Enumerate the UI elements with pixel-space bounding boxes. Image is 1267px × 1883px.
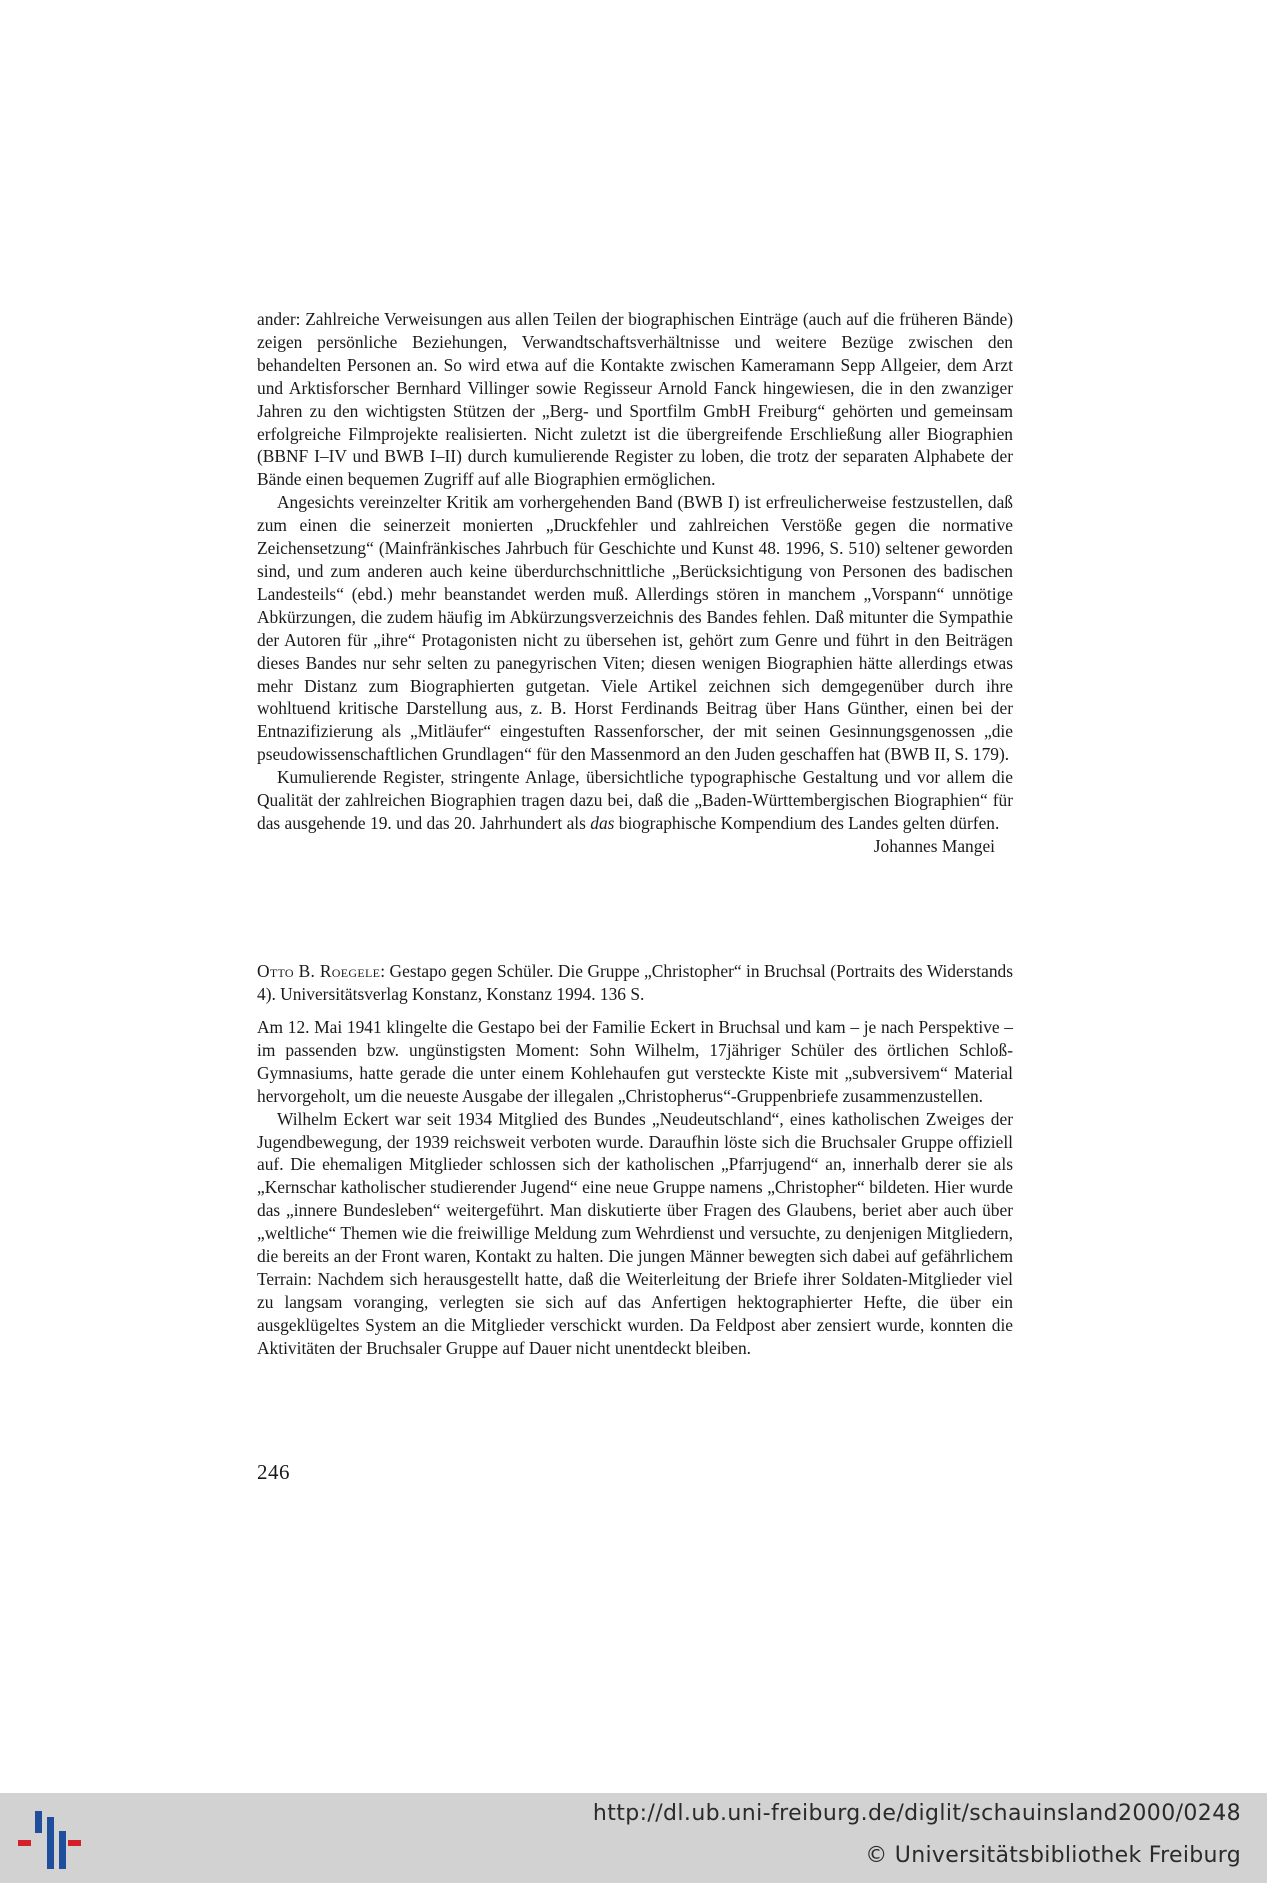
review-gestapo-gegen-schueler (257, 1016, 1013, 1360)
conclusion-text-end: biographische Kompendium des Landes gelten dürfen. (614, 812, 1000, 833)
emphasis: das (590, 812, 615, 833)
paragraph: ander: Zahlreiche Verweisungen aus allen Teilen der biographischen Einträge (auch auf die früheren Bände) zeigen persönliche Beziehungen, Verwandtschaftsverhältnisse und weitere Bezüge zwischen den behandelten Personen an. So wird etwa auf die Kontakte zwischen Kameramann Sepp Allgeier, dem Arzt und Arktisforscher Bernhard Villinger sowie Regisseur Arnold Fanck hingewiesen, die in den zwanziger Jahren zu den wichtigsten Stützen der „Berg- und Sportfilm GmbH Freiburg“ gehörten und gemeinsam erfolgreiche Filmprojekte realisierten. Nicht zuletzt ist die übergreifende Erschließung aller Biographien (BBNF I–IV und BWB I–II) durch kumulierende Register zu loben, die trotz der separaten Alphabete der Bände einen bequemen Zugriff auf alle Biographien ermöglichen. (257, 309, 1013, 490)
review-bibliographic-header (257, 960, 1013, 1006)
paragraph: Wilhelm Eckert war seit 1934 Mitglied des Bundes „Neudeutschland“, eines katholischen Zweiges der Jugendbewegung, der 1939 reichsweit verboten wurde. Daraufhin löste sich die Bruchsaler Gruppe offiziell auf. Die ehemaligen Mitglieder schlossen sich der katholischen „Pfarrjugend“ an, innerhalb derer sie als „Kernschar katholischer studierender Jugend“ eine neue Gruppe namens „Christopher“ bildeten. Hier wurde das „innere Bundesleben“ weitergeführt. Man diskutierte über Fragen des Glaubens, beriet aber auch über „weltliche“ Themen wie die freiwillige Meldung zum Wehrdienst und versuchte, zu denjenigen Mitgliedern, die bereits an der Front waren, Kontakt zu halten. Die jungen Männer bewegten sich dabei auf gefährlichem Terrain: Nachdem sich herausgestellt hatte, daß die Weiterleitung der Briefe ihrer Soldaten-Mitglieder viel zu langsam voranging, verlegten sie sich auf das Anfertigen hektographierter Hefte, die über ein ausgeklügeltes System an die Mitglieder verschickt wurden. Da Feldpost aber zensiert wurde, konnten die Aktivitäten der Bruchsaler Gruppe auf Dauer nicht unentdeckt bleiben. (257, 1108, 1013, 1358)
book-author: Otto B. Roegele (257, 961, 381, 981)
review-johannes-mangei (257, 308, 1013, 858)
paragraph: Angesichts vereinzelter Kritik am vorhergehenden Band (BWB I) ist erfreulicherweise festzustellen, daß zum einen die seinerzeit monierten „Druckfehler und zahlreichen Verstöße gegen die normative Zeichensetzung“ (Mainfränkisches Jahrbuch für Geschichte und Kunst 48. 1996, S. 510) seltener geworden sind, und zum anderen auch keine überdurchschnittliche „Berücksichtigung von Personen des badischen Landesteils“ (ebd.) mehr beanstandet werden muß. Allerdings stören in manchem „Vorspann“ unnötige Abkürzungen, die zudem häufig im Abkürzungsverzeichnis des Bandes fehlen. Daß mitunter die Sympathie der Autoren für „ihre“ Protagonisten nicht zu übersehen ist, gehört zum Genre und führt in den Beiträgen dieses Bandes nur sehr selten zu panegyrischen Viten; diesen wenigen Biographien hätte allerdings etwas mehr Distanz zum Biographierten gutgetan. Viele Artikel zeichnen sich demgegenüber durch ihre wohltuend kritische Darstellung aus, z. B. Horst Ferdinands Beitrag über Hans Günther, einen bei der Entnazifizierung als „Mitläufer“ eingestuften Rassenforscher, der mit seinen Gesinnungsgenossen „die pseudowissenschaftlichen Grundlagen“ für den Massenmord an den Juden geschaffen hat (BWB II, S. 179). (257, 492, 1013, 765)
paragraph: Am 12. Mai 1941 klingelte die Gestapo bei der Familie Eckert in Bruchsal und kam – je nach Perspektive – im passenden bzw. ungünstigsten Moment: Sohn Wilhelm, 17jähriger Schüler des örtlichen Schloß-Gymnasiums, hatte gerade die unter einem Kohlehaufen gut versteckte Kiste mit „subversivem“ Material hervorgeholt, um die neueste Ausgabe der illegalen „Christopherus“-Gruppenbriefe zusammenzustellen. (257, 1017, 1013, 1106)
bibliographic-entry (257, 960, 1013, 1006)
footer-bar (0, 1793, 1267, 1883)
permalink-url[interactable]: http://dl.ub.uni-freiburg.de/diglit/schauinsland2000/0248 (592, 1801, 1241, 1826)
reviewer-signature: Johannes Mangei (873, 835, 995, 856)
conclusion-text: Kumulierende Register, stringente Anlage, übersichtliche typographische Gestaltung und vor allem die Qualität der zahlreichen Biographien tragen dazu bei, daß die „Baden-Württembergischen Biographien“ für das ausgehende 19. und das 20. Jahrhundert als (257, 767, 1013, 833)
copyright-notice: © Universitätsbibliothek Freiburg (865, 1843, 1241, 1868)
page-number: 246 (257, 1460, 290, 1484)
book-title-details: : Gestapo gegen Schüler. Die Gruppe „Christopher“ in Bruchsal (Portraits des Widerstands 4). Universitätsverlag Konstanz, Konstanz 1994. 136 S. (257, 961, 1013, 1004)
ub-freiburg-logo-icon (14, 1807, 84, 1875)
paragraph-conclusion (257, 766, 1013, 856)
